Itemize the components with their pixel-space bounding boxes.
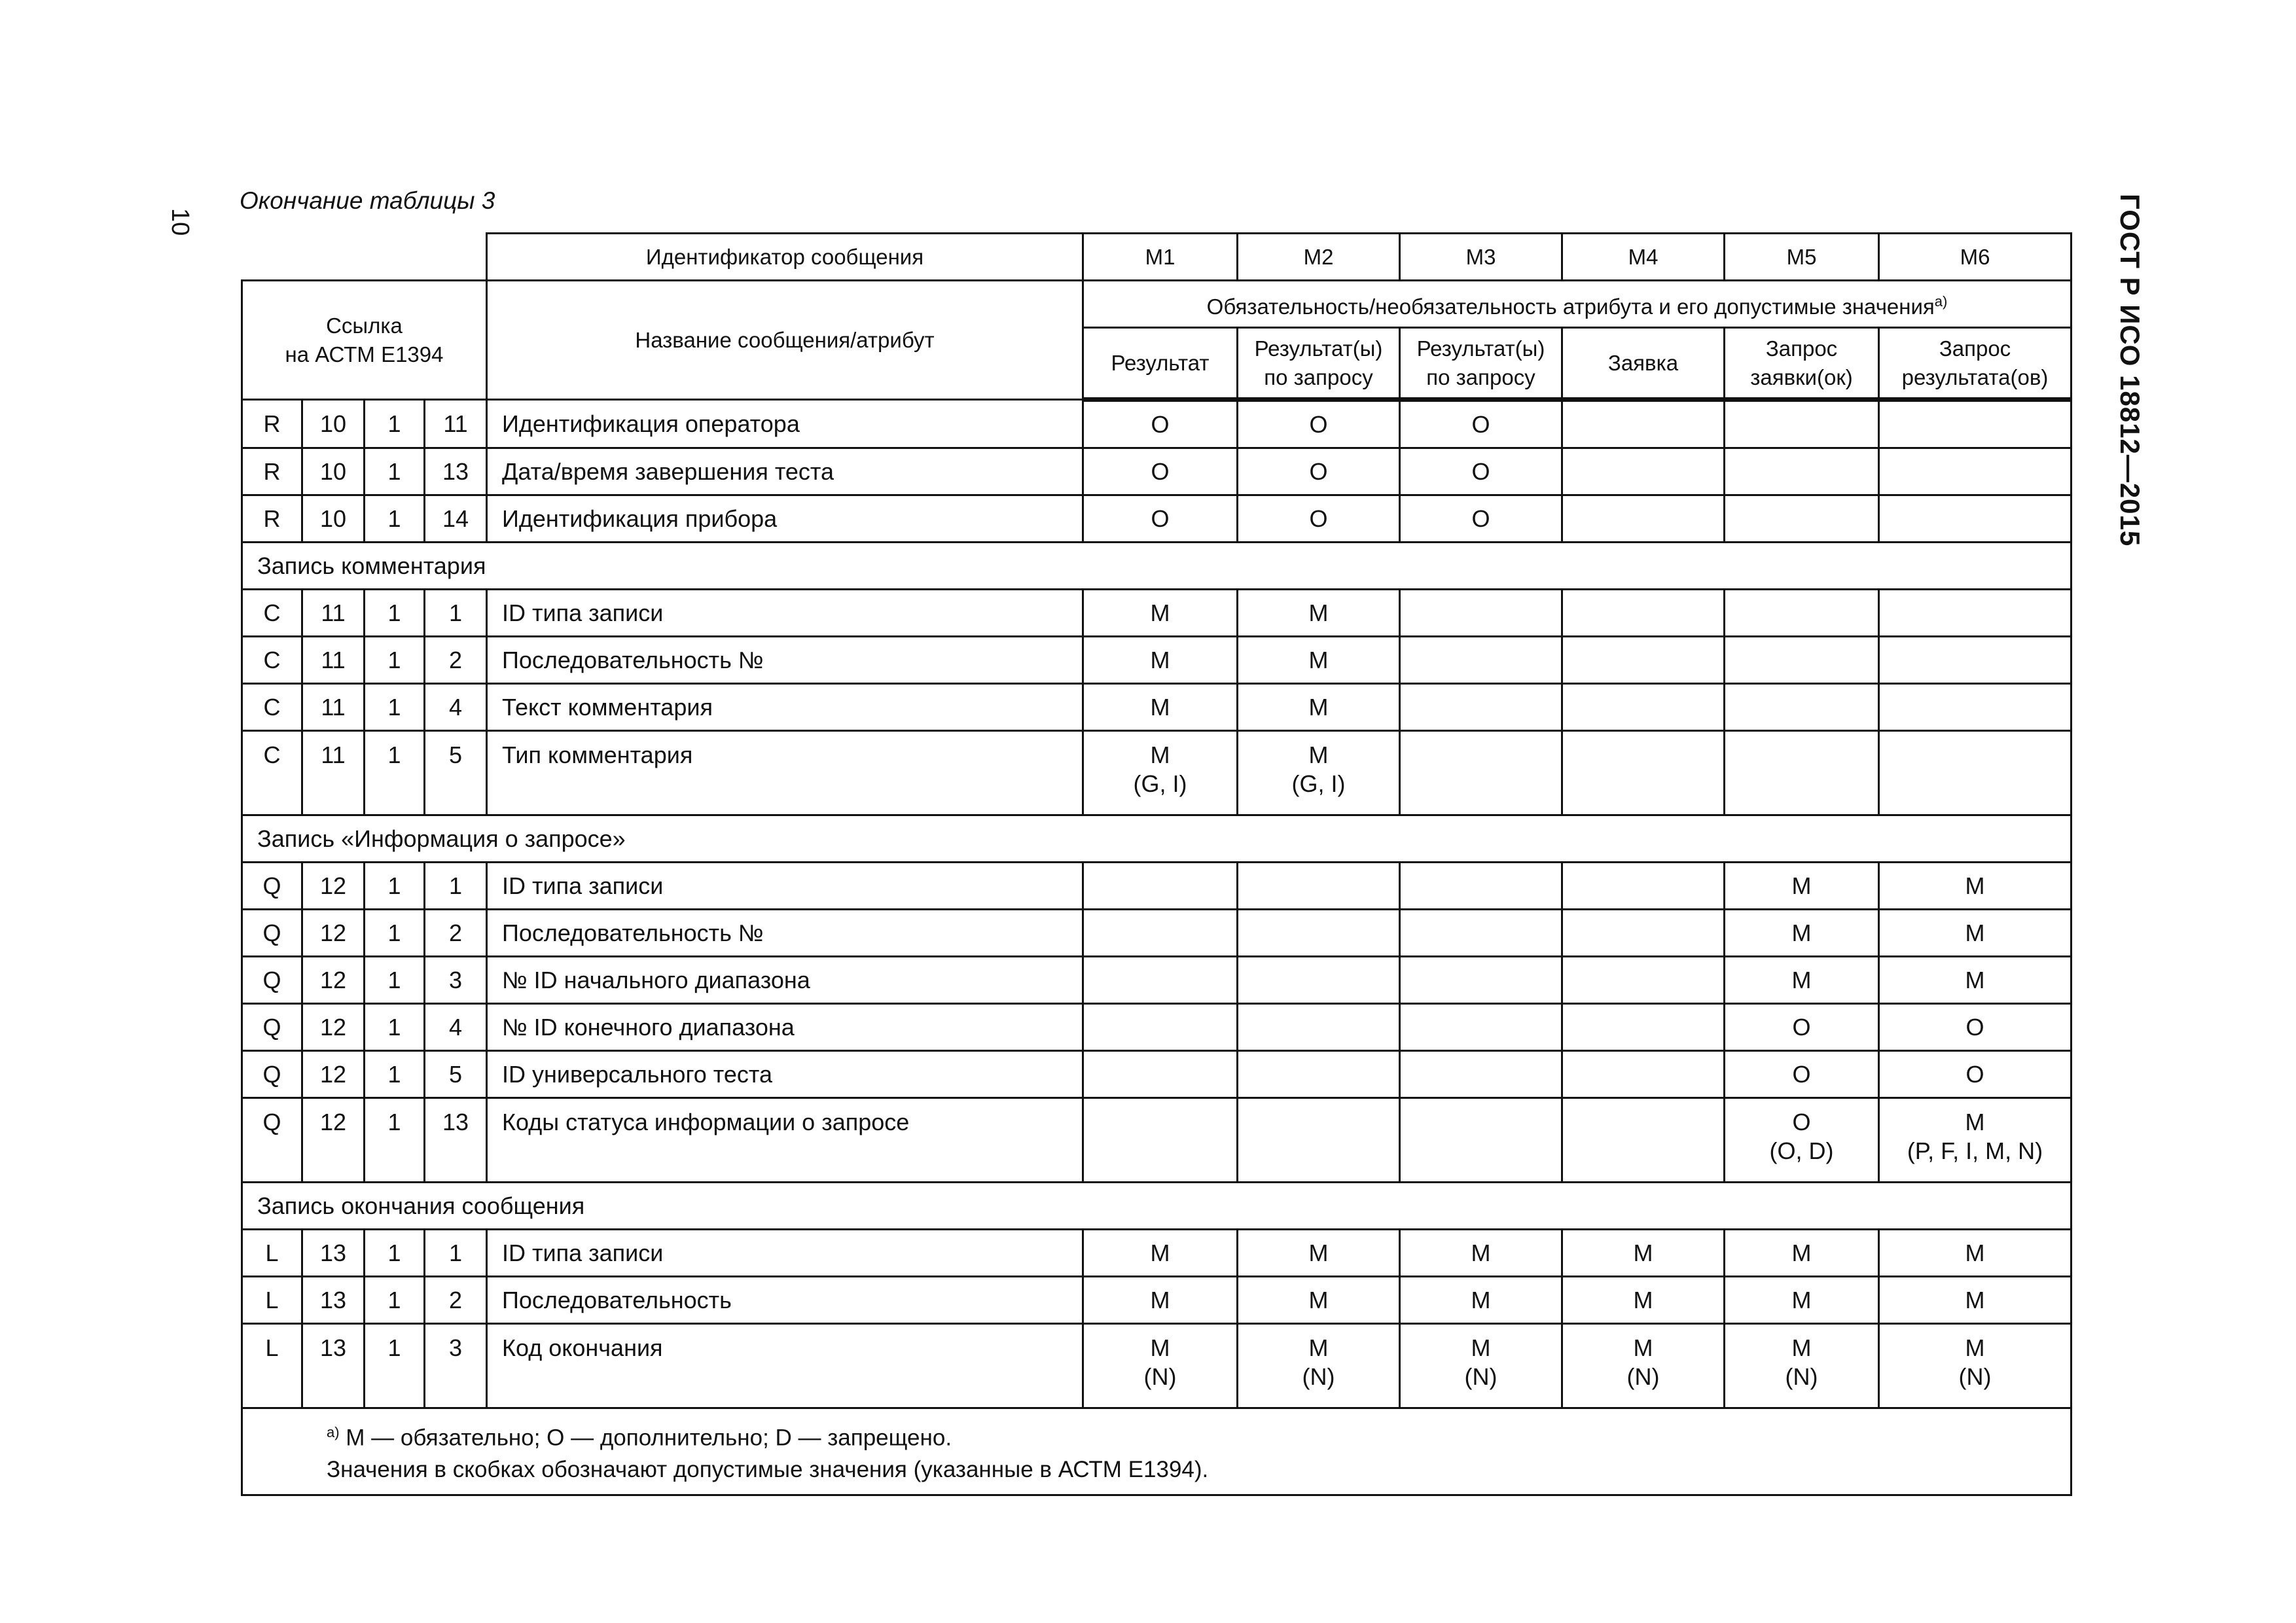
attribute-name: ID универсального теста [487, 1051, 1083, 1098]
value-cell-m3 [1400, 1324, 1562, 1408]
value-cell-m4 [1562, 910, 1725, 957]
value-code: M [1471, 1286, 1491, 1313]
ref-cell: 5 [425, 731, 487, 815]
table-row [242, 1004, 2072, 1051]
value-cell-m6 [1879, 684, 2072, 731]
value-cell-m1 [1083, 1230, 1238, 1277]
ref-cell: 12 [302, 957, 365, 1004]
table-row [242, 731, 2072, 815]
value-cell-m2 [1238, 1324, 1400, 1408]
col-header-m1 [1083, 328, 1238, 400]
ref-cell: 1 [365, 495, 425, 543]
value-cell-m1 [1083, 448, 1238, 495]
value-cell-m3 [1400, 1004, 1562, 1051]
col-header-line2: по запросу [1264, 365, 1373, 389]
value-code: M [1150, 1286, 1170, 1313]
value-code: M [1308, 693, 1329, 721]
value-cell-m3 [1400, 637, 1562, 684]
value-cell-m1 [1083, 495, 1238, 543]
value-code: M [1965, 872, 1985, 899]
value-code: M [1965, 1334, 1985, 1361]
ref-cell: C [242, 637, 302, 684]
value-allowed: (N) [1302, 1363, 1335, 1390]
table-row [242, 448, 2072, 495]
value-cell-m4 [1562, 1098, 1725, 1183]
value-cell-m3 [1400, 1051, 1562, 1098]
value-allowed: (G, I) [1133, 770, 1187, 797]
col-header-m4 [1562, 328, 1725, 400]
footnote-row [242, 1408, 2072, 1495]
value-cell-m4 [1562, 637, 1725, 684]
value-cell-m1 [1083, 1051, 1238, 1098]
ref-cell: Q [242, 1098, 302, 1183]
ref-cell: 11 [425, 400, 487, 448]
value-code: M [1633, 1286, 1653, 1313]
value-cell-m3 [1400, 495, 1562, 543]
value-cell-m3 [1400, 684, 1562, 731]
footnote-line2: Значения в скобках обозначают допустимые значения (указанные в АСТМ Е1394). [327, 1456, 1209, 1482]
col-header-line1: Результат(ы) [1416, 336, 1545, 361]
value-cell-m6 [1879, 1230, 2072, 1277]
table-caption: Окончание таблицы 3 [240, 187, 495, 214]
footnote [242, 1408, 2072, 1495]
value-code: O [1309, 505, 1328, 532]
value-code: M [1791, 1334, 1812, 1361]
value-code: M [1471, 1334, 1491, 1361]
value-cell-m3 [1400, 957, 1562, 1004]
value-cell-m2 [1238, 400, 1400, 448]
value-cell-m6 [1879, 1277, 2072, 1324]
value-cell-m1 [1083, 1004, 1238, 1051]
value-cell-m5 [1725, 590, 1879, 637]
value-cell-m4 [1562, 1277, 1725, 1324]
value-code: M [1150, 1239, 1170, 1266]
value-code: M [1965, 1286, 1985, 1313]
section-title: Запись «Информация о запросе» [242, 815, 2072, 863]
value-code: M [1308, 599, 1329, 626]
table-row [242, 495, 2072, 543]
ref-cell: 13 [425, 1098, 487, 1183]
standard-code: ГОСТ Р ИСО 18812—2015 [2115, 194, 2145, 547]
value-cell-m1 [1083, 1098, 1238, 1183]
attribute-name: Дата/время завершения теста [487, 448, 1083, 495]
value-code: O [1965, 1013, 1984, 1041]
ref-cell: 10 [302, 495, 365, 543]
ref-cell: 1 [365, 910, 425, 957]
table-row [242, 1098, 2072, 1183]
value-code: O [1965, 1060, 1984, 1088]
value-code: M [1791, 919, 1812, 946]
value-cell-m4 [1562, 1324, 1725, 1408]
value-cell-m5 [1725, 1230, 1879, 1277]
attribute-name: ID типа записи [487, 863, 1083, 910]
ref-cell: 1 [365, 731, 425, 815]
col-header-line1: Заявка [1607, 350, 1679, 375]
ref-cell: 1 [365, 637, 425, 684]
value-cell-m5 [1725, 684, 1879, 731]
table-row [242, 590, 2072, 637]
value-cell-m5 [1725, 1324, 1879, 1408]
attribute-name: Последовательность № [487, 910, 1083, 957]
value-cell-m1 [1083, 863, 1238, 910]
obligation-header [1083, 281, 2072, 328]
value-code: O [1471, 505, 1490, 532]
value-cell-m4 [1562, 495, 1725, 543]
value-cell-m1 [1083, 731, 1238, 815]
ref-cell: Q [242, 863, 302, 910]
value-cell-m5 [1725, 1051, 1879, 1098]
section-title: Запись комментария [242, 543, 2072, 590]
value-cell-m4 [1562, 1004, 1725, 1051]
value-allowed: (N) [1958, 1363, 1992, 1390]
value-cell-m3 [1400, 1230, 1562, 1277]
section-title: Запись окончания сообщения [242, 1183, 2072, 1230]
value-code: M [1965, 1109, 1985, 1135]
value-allowed: (N) [1464, 1363, 1498, 1390]
value-cell-m5 [1725, 1004, 1879, 1051]
value-code: M [1791, 1239, 1812, 1266]
value-code: O [1151, 410, 1170, 438]
value-cell-m6 [1879, 637, 2072, 684]
page-number: 10 [166, 208, 194, 236]
value-cell-m6 [1879, 910, 2072, 957]
ref-cell: 10 [302, 400, 365, 448]
value-code: M [1150, 693, 1170, 721]
col-header-line1: Результат(ы) [1254, 336, 1383, 361]
ref-cell: 11 [302, 684, 365, 731]
value-cell-m2 [1238, 1051, 1400, 1098]
col-header-line1: Запрос [1765, 336, 1838, 361]
attribute-name: Последовательность № [487, 637, 1083, 684]
section-row [242, 815, 2072, 863]
value-cell-m1 [1083, 684, 1238, 731]
value-cell-m4 [1562, 1051, 1725, 1098]
ref-cell: Q [242, 957, 302, 1004]
col-header-m5 [1725, 328, 1879, 400]
attribute-name: ID типа записи [487, 590, 1083, 637]
value-cell-m6 [1879, 731, 2072, 815]
value-code: M [1791, 1286, 1812, 1313]
attribute-name: Коды статуса информации о запросе [487, 1098, 1083, 1183]
ref-cell: 2 [425, 1277, 487, 1324]
value-code: O [1151, 505, 1170, 532]
value-cell-m5 [1725, 495, 1879, 543]
value-cell-m1 [1083, 400, 1238, 448]
ref-cell: 1 [365, 1098, 425, 1183]
value-cell-m2 [1238, 957, 1400, 1004]
col-header-line2: по запросу [1426, 365, 1535, 389]
value-cell-m2 [1238, 910, 1400, 957]
value-cell-m1 [1083, 1277, 1238, 1324]
value-cell-m1 [1083, 957, 1238, 1004]
attribute-name: № ID начального диапазона [487, 957, 1083, 1004]
value-cell-m5 [1725, 910, 1879, 957]
table-row [242, 1277, 2072, 1324]
attribute-name: Код окончания [487, 1324, 1083, 1408]
value-cell-m3 [1400, 863, 1562, 910]
value-cell-m6 [1879, 590, 2072, 637]
value-cell-m1 [1083, 910, 1238, 957]
footnote-text1: M — обязательно; O — дополнительно; D — запрещено. [346, 1425, 952, 1451]
ref-cell: 11 [302, 590, 365, 637]
col-header-line2: заявки(ок) [1750, 365, 1853, 389]
value-cell-m2 [1238, 1230, 1400, 1277]
ref-cell: R [242, 448, 302, 495]
value-cell-m2 [1238, 590, 1400, 637]
value-cell-m1 [1083, 590, 1238, 637]
value-cell-m2 [1238, 1277, 1400, 1324]
ref-cell: 12 [302, 910, 365, 957]
value-code: M [1150, 599, 1170, 626]
value-code: M [1633, 1334, 1653, 1361]
ref-cell: Q [242, 1051, 302, 1098]
table-row [242, 637, 2072, 684]
value-cell-m6 [1879, 863, 2072, 910]
table-row [242, 684, 2072, 731]
value-allowed: (N) [1143, 1363, 1177, 1390]
ref-cell: 1 [365, 590, 425, 637]
footnote-line1 [327, 1417, 2070, 1454]
table-row [242, 1230, 2072, 1277]
value-code: M [1791, 966, 1812, 993]
value-code: O [1792, 1013, 1811, 1041]
ref-cell: 1 [425, 1230, 487, 1277]
ref-cell: 13 [425, 448, 487, 495]
value-code: O [1309, 410, 1328, 438]
col-header-m3 [1400, 328, 1562, 400]
table-row [242, 1051, 2072, 1098]
value-code: M [1308, 646, 1329, 673]
value-cell-m6 [1879, 1324, 2072, 1408]
ref-cell: L [242, 1324, 302, 1408]
header-row-msg-id [242, 234, 2072, 281]
name-header: Название сообщения/атрибут [487, 281, 1083, 400]
ref-cell: C [242, 684, 302, 731]
table-row [242, 863, 2072, 910]
attribute-name: Идентификация прибора [487, 495, 1083, 543]
value-allowed: (O, D) [1769, 1137, 1834, 1164]
obligation-header-text: Обязательность/необязательность атрибута и его допустимые значения [1206, 294, 1935, 319]
value-cell-m6 [1879, 1004, 2072, 1051]
ref-cell: 5 [425, 1051, 487, 1098]
ref-cell: Q [242, 1004, 302, 1051]
value-cell-m5 [1725, 448, 1879, 495]
value-cell-m4 [1562, 448, 1725, 495]
value-cell-m1 [1083, 637, 1238, 684]
section-row [242, 543, 2072, 590]
value-allowed: (N) [1626, 1363, 1660, 1390]
value-code: M [1308, 1239, 1329, 1266]
ref-cell: 13 [302, 1230, 365, 1277]
value-code: M [1150, 1334, 1170, 1361]
ref-cell: 12 [302, 1051, 365, 1098]
ref-cell: L [242, 1230, 302, 1277]
ref-cell: 1 [365, 1051, 425, 1098]
ref-cell: 13 [302, 1277, 365, 1324]
value-code: M [1150, 741, 1170, 768]
value-cell-m2 [1238, 1004, 1400, 1051]
value-cell-m6 [1879, 448, 2072, 495]
value-cell-m3 [1400, 590, 1562, 637]
table-row [242, 910, 2072, 957]
value-cell-m6 [1879, 1051, 2072, 1098]
value-cell-m2 [1238, 637, 1400, 684]
obligation-footnote-mark: a) [1934, 293, 1948, 310]
value-code: M [1308, 1286, 1329, 1313]
ref-cell: 12 [302, 863, 365, 910]
value-allowed: (P, F, I, M, N) [1907, 1137, 2043, 1164]
value-cell-m2 [1238, 1098, 1400, 1183]
value-code: O [1792, 1060, 1811, 1088]
ref-cell: 11 [302, 637, 365, 684]
ref-cell: L [242, 1277, 302, 1324]
ref-cell: 2 [425, 637, 487, 684]
msg-id-m2: M2 [1238, 234, 1400, 281]
ref-cell: 1 [365, 1004, 425, 1051]
value-cell-m3 [1400, 1277, 1562, 1324]
ref-header-line1: Ссылка [326, 313, 403, 338]
value-cell-m6 [1879, 400, 2072, 448]
value-code: O [1151, 457, 1170, 485]
ref-cell: 4 [425, 1004, 487, 1051]
footnote-mark: a) [327, 1424, 340, 1440]
ref-cell: 3 [425, 1324, 487, 1408]
value-cell-m2 [1238, 495, 1400, 543]
ref-cell: 1 [365, 448, 425, 495]
msg-id-m5: M5 [1725, 234, 1879, 281]
table-row [242, 400, 2072, 448]
ref-cell: 1 [365, 863, 425, 910]
value-allowed: (N) [1785, 1363, 1818, 1390]
ref-cell: C [242, 731, 302, 815]
col-header-m6 [1879, 328, 2072, 400]
value-cell-m5 [1725, 400, 1879, 448]
value-cell-m3 [1400, 448, 1562, 495]
value-cell-m2 [1238, 684, 1400, 731]
value-cell-m4 [1562, 1230, 1725, 1277]
ref-cell: 1 [365, 1230, 425, 1277]
attribute-name: Тип комментария [487, 731, 1083, 815]
value-cell-m6 [1879, 495, 2072, 543]
value-cell-m4 [1562, 400, 1725, 448]
value-cell-m4 [1562, 957, 1725, 1004]
ref-cell: 14 [425, 495, 487, 543]
value-cell-m1 [1083, 1324, 1238, 1408]
attribute-name: Идентификация оператора [487, 400, 1083, 448]
col-header-line1: Запрос [1939, 336, 2011, 361]
value-code: O [1471, 457, 1490, 485]
value-code: O [1309, 457, 1328, 485]
value-allowed: (G, I) [1291, 770, 1346, 797]
value-cell-m2 [1238, 731, 1400, 815]
table-row [242, 957, 2072, 1004]
value-cell-m5 [1725, 637, 1879, 684]
ref-cell: 10 [302, 448, 365, 495]
value-cell-m4 [1562, 863, 1725, 910]
value-cell-m4 [1562, 731, 1725, 815]
ref-cell: 13 [302, 1324, 365, 1408]
value-code: M [1965, 919, 1985, 946]
value-cell-m6 [1879, 957, 2072, 1004]
ref-cell: 3 [425, 957, 487, 1004]
col-header-line1: Результат [1111, 350, 1210, 375]
value-cell-m5 [1725, 863, 1879, 910]
ref-cell: 11 [302, 731, 365, 815]
value-cell-m3 [1400, 400, 1562, 448]
value-code: M [1965, 966, 1985, 993]
value-cell-m2 [1238, 863, 1400, 910]
msg-id-m6: M6 [1879, 234, 2072, 281]
attribute-name: Текст комментария [487, 684, 1083, 731]
value-cell-m4 [1562, 684, 1725, 731]
attribute-table [241, 232, 2072, 1496]
value-cell-m3 [1400, 731, 1562, 815]
table-row [242, 1324, 2072, 1408]
ref-cell: R [242, 400, 302, 448]
ref-cell: 12 [302, 1098, 365, 1183]
value-code: M [1471, 1239, 1491, 1266]
section-row [242, 1183, 2072, 1230]
col-header-m2 [1238, 328, 1400, 400]
msg-id-label: Идентификатор сообщения [487, 234, 1083, 281]
ref-header-line2: на АСТМ Е1394 [285, 342, 444, 366]
value-cell-m4 [1562, 590, 1725, 637]
value-code: M [1150, 646, 1170, 673]
header-row-obligation [242, 281, 2072, 328]
ref-cell: R [242, 495, 302, 543]
ref-cell: 1 [365, 957, 425, 1004]
value-cell-m2 [1238, 448, 1400, 495]
value-code: M [1633, 1239, 1653, 1266]
ref-cell: Q [242, 910, 302, 957]
ref-cell: 1 [365, 400, 425, 448]
ref-cell: 2 [425, 910, 487, 957]
msg-id-m1: M1 [1083, 234, 1238, 281]
ref-cell: 1 [365, 1277, 425, 1324]
value-code: M [1308, 741, 1329, 768]
value-cell-m3 [1400, 910, 1562, 957]
msg-id-m3: M3 [1400, 234, 1562, 281]
value-cell-m5 [1725, 1277, 1879, 1324]
attribute-name: ID типа записи [487, 1230, 1083, 1277]
ref-cell: 12 [302, 1004, 365, 1051]
value-code: M [1791, 872, 1812, 899]
attribute-name: № ID конечного диапазона [487, 1004, 1083, 1051]
attribute-name: Последовательность [487, 1277, 1083, 1324]
value-code: M [1965, 1239, 1985, 1266]
ref-cell: 1 [365, 1324, 425, 1408]
value-cell-m3 [1400, 1098, 1562, 1183]
value-code: M [1308, 1334, 1329, 1361]
value-code: O [1792, 1109, 1811, 1135]
ref-cell: 1 [365, 684, 425, 731]
value-cell-m5 [1725, 731, 1879, 815]
ref-cell: 1 [425, 590, 487, 637]
ref-cell: 1 [425, 863, 487, 910]
header-corner [242, 234, 487, 281]
value-code: O [1471, 410, 1490, 438]
msg-id-m4: M4 [1562, 234, 1725, 281]
value-cell-m5 [1725, 1098, 1879, 1183]
ref-cell: 4 [425, 684, 487, 731]
ref-cell: C [242, 590, 302, 637]
value-cell-m6 [1879, 1098, 2072, 1183]
value-cell-m5 [1725, 957, 1879, 1004]
col-header-line2: результата(ов) [1901, 365, 2049, 389]
ref-header [242, 281, 487, 400]
